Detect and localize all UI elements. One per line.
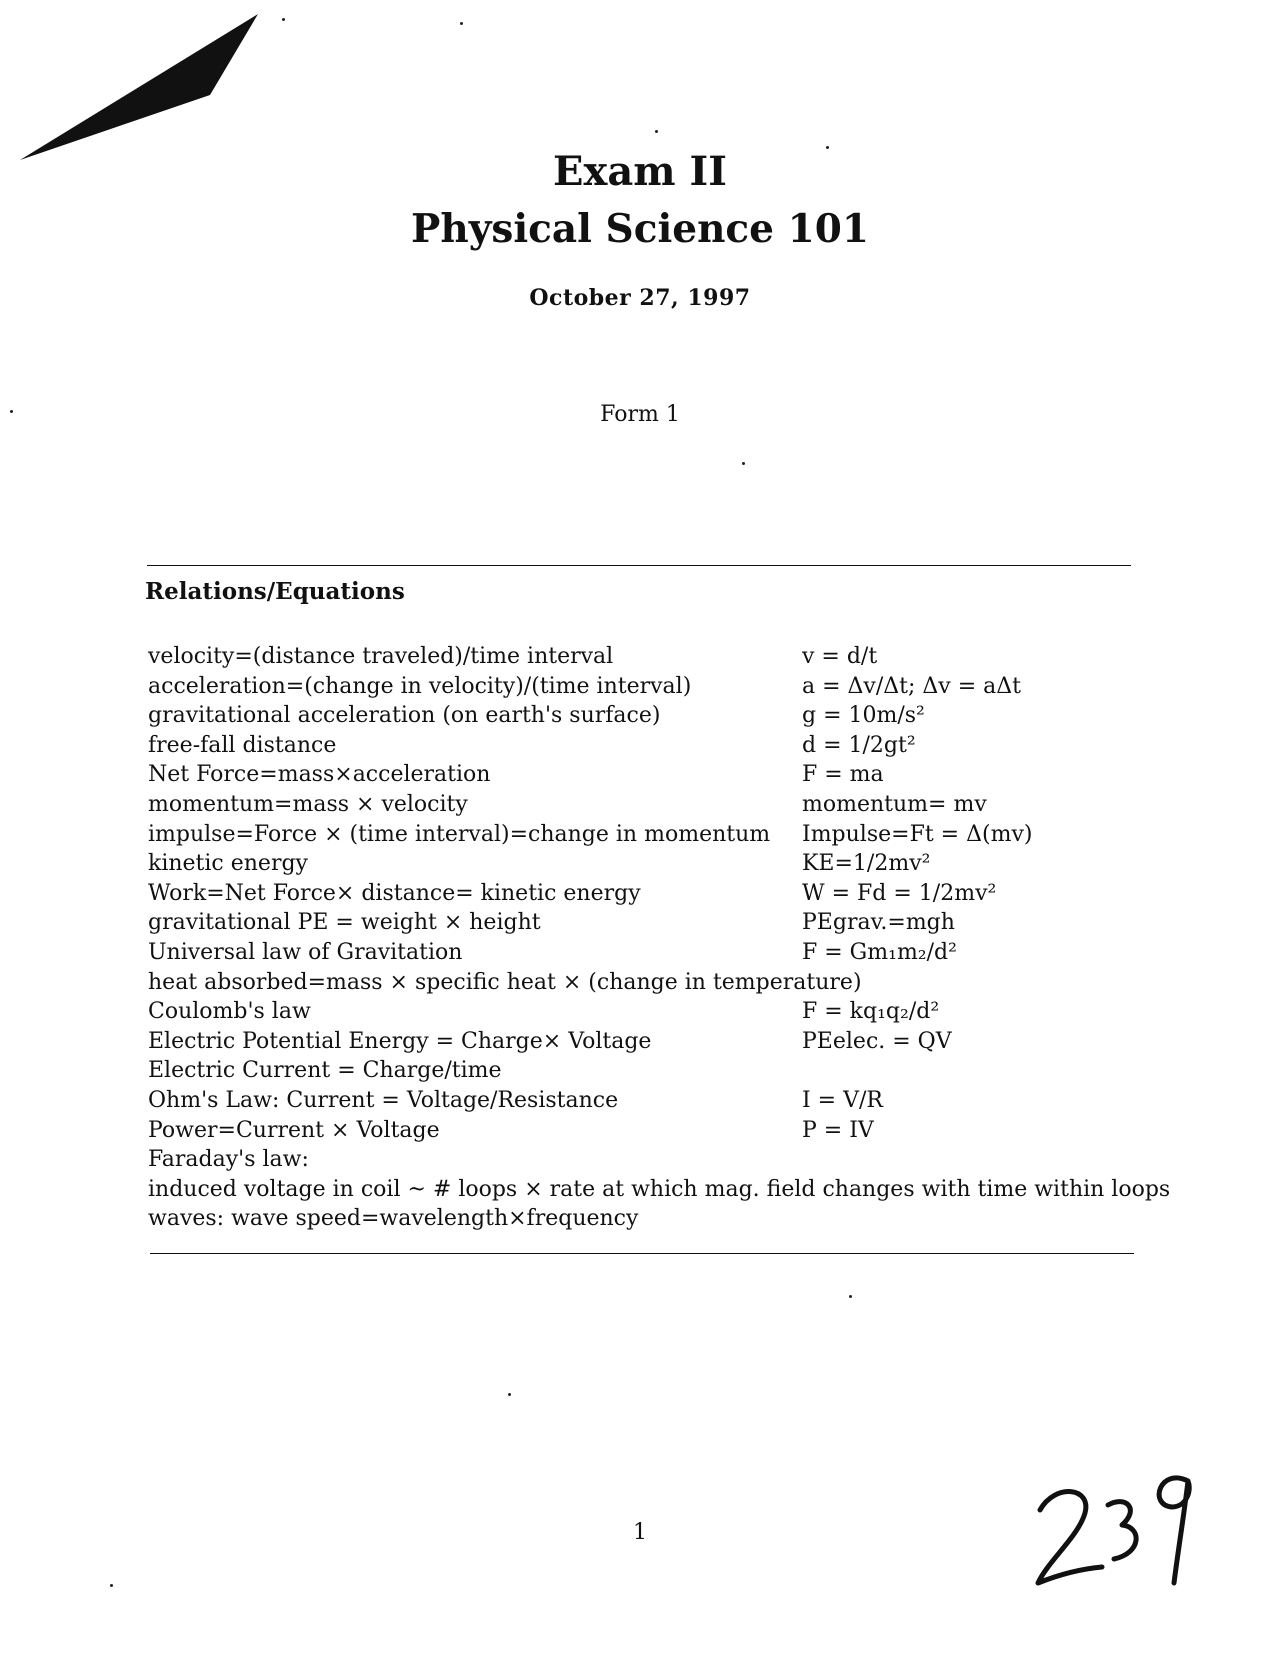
equations-list [0, 642, 1280, 1242]
bottom-rule [150, 1253, 1134, 1254]
form-label: Form 1 [600, 402, 680, 427]
handwritten-score [1030, 1465, 1210, 1605]
equation-row [0, 820, 1280, 850]
exam-date: October 27, 1997 [529, 285, 751, 311]
scan-speck [849, 1295, 852, 1298]
scan-speck [460, 22, 463, 25]
equation-row [0, 642, 1280, 672]
top-rule [147, 565, 1131, 566]
relation-text: induced voltage in coil ~ # loops × rate at which mag. field changes with time within loops [148, 1176, 1171, 1202]
relation-text: waves: wave speed=wavelength×frequency [148, 1206, 639, 1232]
scan-speck [508, 1393, 511, 1396]
relation-formula: W = Fd = 1/2mv² [802, 880, 997, 906]
relation-formula: a = Δv/Δt; Δv = aΔt [802, 673, 1021, 699]
section-heading: Relations/Equations [145, 578, 405, 605]
equation-row [0, 731, 1280, 761]
relation-text: Electric Current = Charge/time [148, 1058, 502, 1084]
scan-speck [742, 462, 745, 465]
equation-row [0, 879, 1280, 909]
equation-row [0, 701, 1280, 731]
equation-row [0, 849, 1280, 879]
page-number: 1 [633, 1520, 647, 1545]
equation-row [0, 1116, 1280, 1146]
relation-text: Power=Current × Voltage [148, 1117, 440, 1143]
equation-row [0, 968, 1280, 998]
scan-speck [655, 130, 658, 133]
relation-formula: F = ma [802, 762, 884, 788]
course-title: Physical Science 101 [411, 206, 869, 252]
relation-text: kinetic energy [148, 851, 308, 877]
relation-text: free-fall distance [148, 732, 337, 758]
relation-formula: PEelec. = QV [802, 1028, 952, 1054]
relation-text: Coulomb's law [148, 999, 311, 1025]
relation-text: Universal law of Gravitation [148, 940, 463, 965]
relation-text: heat absorbed=mass × specific heat × (change in temperature) [148, 969, 862, 995]
relation-formula: I = V/R [802, 1088, 883, 1113]
relation-text: Faraday's law: [148, 1147, 309, 1173]
relation-text: impulse=Force × (time interval)=change in momentum [148, 821, 771, 847]
relation-formula: momentum= mv [802, 792, 987, 817]
relation-formula: F = Gm₁m₂/d² [802, 940, 957, 965]
equation-row [0, 1204, 1280, 1234]
exam-title: Exam II [553, 148, 727, 195]
equation-row [0, 908, 1280, 938]
relation-formula: d = 1/2gt² [802, 732, 916, 758]
relation-formula: P = IV [802, 1117, 874, 1143]
relation-formula: KE=1/2mv² [802, 851, 931, 877]
relation-text: Ohm's Law: Current = Voltage/Resistance [148, 1088, 619, 1113]
equation-row [0, 1145, 1280, 1175]
relation-formula: g = 10m/s² [802, 703, 925, 729]
relation-formula: F = kq₁q₂/d² [802, 999, 940, 1025]
equation-row [0, 1056, 1280, 1086]
relation-text: velocity=(distance traveled)/time interval [148, 644, 614, 669]
equation-row [0, 760, 1280, 790]
relation-text: gravitational PE = weight × height [148, 910, 541, 936]
equation-row [0, 790, 1280, 820]
equation-row [0, 672, 1280, 702]
relation-text: Electric Potential Energy = Charge× Voltage [148, 1028, 652, 1054]
relation-text: Net Force=mass×acceleration [148, 762, 491, 788]
scan-speck [282, 18, 285, 21]
relation-text: Work=Net Force× distance= kinetic energy [148, 880, 641, 906]
equation-row [0, 1175, 1280, 1205]
relation-text: momentum=mass × velocity [148, 792, 468, 817]
relation-text: acceleration=(change in velocity)/(time interval) [148, 673, 692, 699]
equation-row [0, 1027, 1280, 1057]
equation-row [0, 997, 1280, 1027]
equation-row [0, 1086, 1280, 1116]
scan-speck [110, 1584, 113, 1587]
relation-formula: v = d/t [802, 644, 878, 669]
relation-formula: PEgrav.=mgh [802, 910, 955, 936]
relation-text: gravitational acceleration (on earth's surface) [148, 703, 661, 729]
equation-row [0, 938, 1280, 968]
relation-formula: Impulse=Ft = Δ(mv) [802, 821, 1033, 847]
